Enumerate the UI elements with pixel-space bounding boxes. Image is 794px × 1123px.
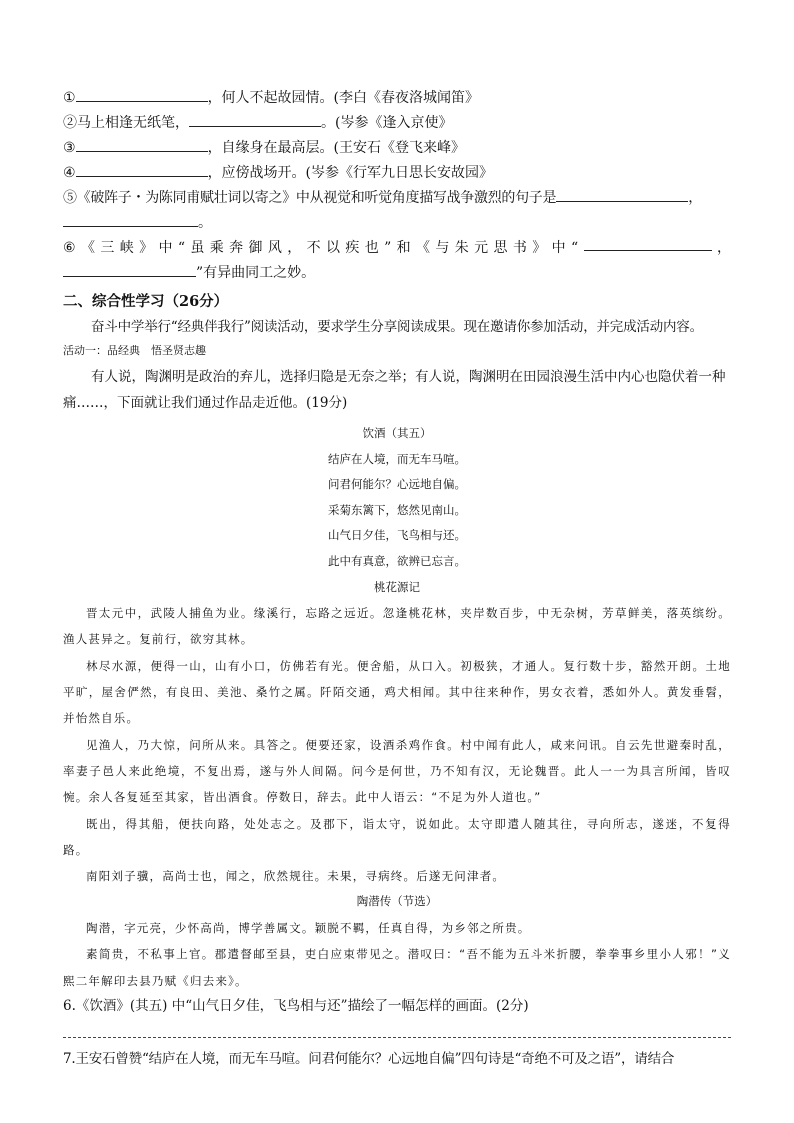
lead-paragraph: 有人说，陶渊明是政治的弃儿，选择归隐是无奈之举；有人说，陶渊明在田园浪漫生活中内心也隐伏着一种痛……，下面就让我们通过作品走近他。(19分) (63, 369, 726, 411)
item-text: ，应傍战场开。(岑参《行军九日思长安故园》 (207, 165, 494, 181)
item-number: ② (63, 115, 77, 131)
article-title: 桃花源记 (374, 579, 420, 594)
fill-item-6 (63, 236, 731, 261)
fill-item-3 (63, 136, 731, 161)
char: 乘 (209, 240, 224, 256)
poem-line: 此中有真意，欲辨已忘言。 (328, 553, 466, 568)
char: “ (571, 240, 579, 256)
answer-blank[interactable] (556, 187, 688, 202)
answer-blank[interactable] (76, 162, 208, 177)
item-number: ① (63, 90, 76, 106)
fill-item-4 (63, 161, 731, 186)
fill-item-1 (63, 86, 731, 111)
item-text: 马上相逢无纸笔， (77, 115, 189, 131)
char: ⑥ (63, 240, 76, 256)
char: 与 (435, 240, 450, 256)
char: 和 (396, 240, 411, 256)
item-text: 。(岑参《逢入京使》 (321, 115, 453, 131)
char: 》 (532, 240, 547, 256)
question-6: 6.《饮酒》(其五) 中“山气日夕佳，飞鸟相与还”描绘了一幅怎样的画面。(2分) (63, 997, 529, 1014)
section-intro: 奋斗中学举行“经典伴我行”阅读活动，要求学生分享阅读成果。现在邀请你参加活动，并完成活动内容。 (91, 319, 703, 335)
article-paragraph: 既出，得其船，便扶向路，处处志之。及郡下，诣太守，说如此。太守即遣人随其往，寻向所志，遂迷，不复得路。 (63, 816, 731, 857)
item-number: ③ (63, 140, 76, 156)
answer-blank[interactable] (76, 137, 208, 152)
section-title: 二、综合性学习（26分） (63, 293, 229, 310)
exam-page (63, 86, 731, 1072)
char: 疾 (345, 240, 360, 256)
activity-heading: 活动一：品经典 悟圣贤志趣 (63, 344, 206, 357)
answer-blank[interactable] (63, 262, 196, 277)
char: 元 (474, 240, 489, 256)
char: “ (177, 240, 185, 256)
char: 朱 (454, 240, 469, 256)
article-paragraph: 林尽水源，便得一山，山有小口，仿佛若有光。便舍船，从口入。初极狭，才通人。复行数十步，豁然开朗。土地平旷，屋舍俨然，有良田、美池、桑竹之属。阡陌交通，鸡犬相闻。其中往来种作，男女衣着，悉如外人。黄发垂髫，并怡然自乐。 (63, 658, 731, 726)
char: 书 (512, 240, 527, 256)
answer-blank[interactable] (76, 87, 208, 102)
char: 也 (364, 240, 379, 256)
char: 风 (267, 240, 282, 256)
item-number: ④ (63, 165, 76, 181)
poem-title: 饮酒（其五） (362, 426, 432, 440)
char: 虽 (190, 240, 205, 256)
poem-line: 问君何能尔？心远地自偏。 (328, 477, 466, 492)
char: 奔 (229, 240, 244, 256)
poem-line: 山气日夕佳，飞鸟相与还。 (328, 528, 466, 543)
punctuation: ， (716, 240, 731, 256)
question-7: 7.王安石曾赞“结庐在人境，而无车马喧。问君何能尔？心远地自偏”四句诗是“奇绝不可及之语”，请结合 (63, 1050, 675, 1067)
char: 《 (416, 240, 431, 256)
punctuation: ， (688, 190, 702, 206)
char: 不 (306, 240, 321, 256)
fill-item-2 (63, 111, 731, 136)
article-paragraph: 陶潜，字元亮，少怀高尚，博学善属文。颖脱不羁，任真自得，为乡邻之所贵。 (86, 921, 531, 936)
poem (63, 421, 731, 575)
item-text: ⑤《破阵子・为陈同甫赋壮词以寄之》中从视觉和听觉角度描写战争激烈的句子是 (63, 190, 557, 206)
article-paragraph: 南阳刘子骥，高尚士也，闻之，欣然规往。未果，寻病终。后遂无问津者。 (86, 869, 506, 884)
answer-blank[interactable] (584, 236, 712, 251)
fill-item-5-cont (63, 211, 731, 236)
char: ， (287, 240, 302, 256)
answer-blank[interactable] (189, 112, 321, 127)
fill-item-5 (63, 186, 731, 211)
char: 中 (158, 240, 173, 256)
poem-line: 结庐在人境，而无车马喧。 (328, 451, 466, 466)
answer-blank[interactable] (63, 212, 198, 227)
char: 思 (493, 240, 508, 256)
char: ” (384, 240, 392, 256)
article-paragraph: 见渔人，乃大惊，问所从来。具答之。便要还家，设酒杀鸡作食。村中闻有此人，咸来问讯。自云先世避秦时乱，率妻子邑人来此绝境，不复出焉，遂与外人间隔。问今是何世，乃不知有汉，无论魏晋。此人一一为具言所闻，皆叹惋。余人各复延至其家，皆出酒食。停数日，辞去。此中人语云：“不足为外人道也。” (63, 737, 731, 805)
item-text: ，何人不起故园情。(李白《春夜洛城闻笛》 (207, 90, 480, 106)
article-title: 陶潜传（节选） (356, 894, 438, 909)
poem-line: 采菊东篱下，悠然见南山。 (328, 502, 466, 517)
answer-line[interactable] (63, 1027, 731, 1038)
char: 》 (139, 240, 154, 256)
char: 中 (551, 240, 566, 256)
punctuation: 。 (198, 215, 212, 231)
char: 以 (325, 240, 340, 256)
fill-item-6-cont (63, 261, 731, 286)
item-text: ”有异曲同工之妙。 (196, 265, 316, 281)
article-paragraph: 晋太元中，武陵人捕鱼为业。缘溪行，忘路之远近。忽逢桃花林，夹岸数百步，中无杂树，芳草鲜美，落英缤纷。渔人甚异之。复前行，欲穷其林。 (63, 606, 731, 647)
char: 三 (100, 240, 115, 256)
article-paragraph: 素简贵，不私事上官。郡遣督邮至县，吏白应束带见之。潜叹曰：“吾不能为五斗米折腰，拳拳事乡里小人邪！”义熙二年解印去县乃赋《归去来》。 (63, 947, 731, 988)
item-text: ，自缘身在最高层。(王安石《登飞来峰》 (207, 140, 466, 156)
char: 《 (80, 240, 95, 256)
char: 御 (248, 240, 263, 256)
char: 峡 (119, 240, 134, 256)
